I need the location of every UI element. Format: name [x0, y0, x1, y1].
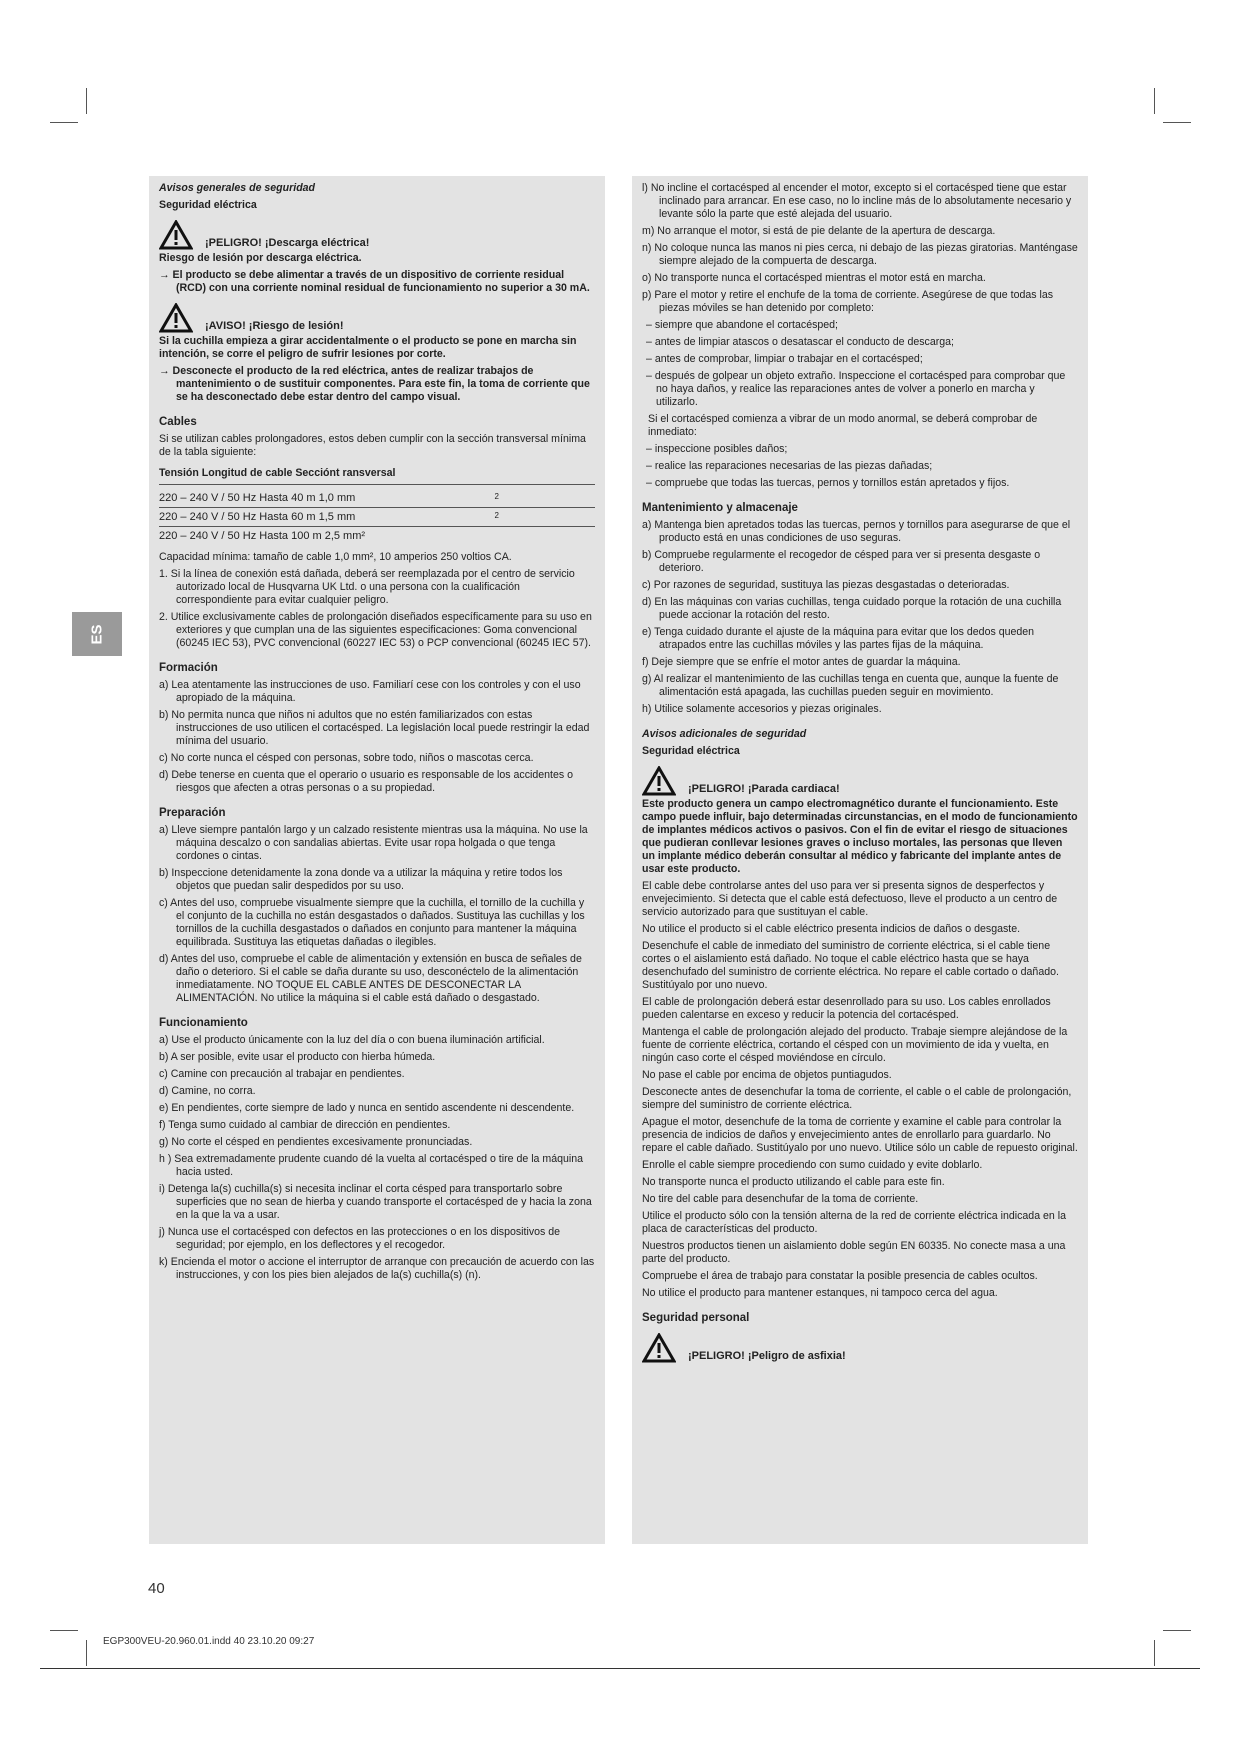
list-item: a) Use el producto únicamente con la luz del día o con buena iluminación artificial.	[159, 1034, 545, 1046]
warning-asphyxia	[642, 1333, 1078, 1363]
warning-triangle-icon	[159, 220, 193, 250]
print-footer: EGP300VEU-20.960.01.indd 40 23.10.20 09:27	[103, 1636, 315, 1647]
paragraph: El cable de prolongación deberá estar desenrollado para su uso. Los cables enrollados pueden calentarse en exceso y reducir la potencia del cortacésped.	[642, 996, 1051, 1021]
crop-mark	[1154, 1640, 1155, 1666]
language-tab-label: ES	[88, 623, 106, 645]
heading-cables: Cables	[159, 416, 197, 428]
funcionamiento-list	[159, 1034, 595, 1282]
heading-funcionamiento: Funcionamiento	[159, 1017, 248, 1029]
heading-seguridad-electrica: Seguridad eléctrica	[642, 745, 740, 757]
paragraph: Si la cuchilla empieza a girar accidentalmente o el producto se pone en marcha sin intención, se corre el peligro de sufrir lesiones por corte.	[159, 335, 577, 360]
heading-preparacion: Preparación	[159, 807, 226, 819]
list-item: c) Camine con precaución al trabajar en pendientes.	[159, 1068, 405, 1080]
cable-list	[159, 568, 595, 650]
list-item: b) No permita nunca que niños ni adultos que no estén familiarizados con estas instrucciones de uso utilicen el cortacésped. La legislación local puede restringir la edad mínima del usuario.	[159, 709, 590, 747]
heading-seguridad-electrica: Seguridad eléctrica	[159, 199, 257, 211]
list-item: i) Detenga la(s) cuchilla(s) si necesita inclinar el corta césped para transportarlo sobre superficies que no sean de hierba y cuando transporte el cortacésped de y hacia la zona en la que la va a usar.	[159, 1183, 592, 1221]
list-item: k) Encienda el motor o accione el interruptor de arranque con precaución de acuerdo con las instrucciones, y con los pies bien alejados de la(s) cuchilla(s) (n).	[159, 1256, 595, 1281]
crop-mark	[86, 1640, 87, 1666]
paragraph: No utilice el producto para mantener estanques, ni tampoco cerca del agua.	[642, 1287, 998, 1299]
page-number: 40	[148, 1580, 165, 1597]
list-item: – compruebe que todas las tuercas, pernos y tornillos están apretados y fijos.	[646, 477, 1010, 489]
list-item: c) Por razones de seguridad, sustituya las piezas desgastadas o deterioradas.	[642, 579, 1010, 591]
table-row	[159, 508, 595, 527]
crop-mark	[1163, 122, 1191, 123]
table-header: Tensión Longitud de cable Secciónt ransversal	[159, 467, 595, 485]
list-item: b) A ser posible, evite usar el producto con hierba húmeda.	[159, 1051, 436, 1063]
table-cell: 220 – 240 V / 50 Hz Hasta 40 m 1,0 mm	[159, 492, 356, 504]
paragraph: Riesgo de lesión por descarga eléctrica.	[159, 252, 362, 264]
table-cell: 220 – 240 V / 50 Hz Hasta 60 m 1,5 mm	[159, 511, 356, 523]
electrical-paragraphs	[642, 880, 1078, 1300]
paragraph: → El producto se debe alimentar a través de un dispositivo de corriente residual (RCD) con una corriente nominal residual de funcionamiento no superior a 30 mA.	[159, 269, 590, 294]
list-item: – realice las reparaciones necesarias de las piezas dañadas;	[646, 460, 933, 472]
table-cell-superscript: 2	[494, 511, 499, 520]
warning-triangle-icon	[159, 303, 193, 333]
preparacion-list	[159, 824, 595, 1005]
right-column	[632, 176, 1088, 1544]
heading-formacion: Formación	[159, 662, 218, 674]
crop-mark	[50, 122, 78, 123]
warning-triangle-icon	[642, 1333, 676, 1363]
warning-injury	[159, 303, 595, 333]
crop-mark	[1163, 1630, 1191, 1631]
heading-seguridad-personal: Seguridad personal	[642, 1312, 750, 1324]
formacion-list	[159, 679, 595, 795]
paragraph: No transporte nunca el producto utilizando el cable para este fin.	[642, 1176, 945, 1188]
divider	[40, 1668, 1200, 1669]
crop-mark	[1154, 88, 1155, 114]
dash-list	[642, 319, 1078, 409]
list-item: c) Antes del uso, compruebe visualmente siempre que la cuchilla, el tornillo de la cuchilla y el conjunto de la cuchilla no están desgastados o dañados. Sustituya las cuchillas y los tornillos de la cuchilla desgastados o dañados en conjunto para mantener la máquina equilibrada. Sustituya las etiquetas dañadas o ilegibles.	[159, 897, 585, 948]
paragraph: Apague el motor, desenchufe de la toma de corriente y examine el cable para controlar la presencia de indicios de daños y envejecimiento antes de enrollarlo para guardarlo. No repare el cable dañado. Sustitúyalo por uno nuevo. Utilice sólo un cable de repuesto original.	[642, 1116, 1078, 1154]
list-item: a) Lleve siempre pantalón largo y un calzado resistente mientras usa la máquina. No use la máquina descalzo o con sandalias abiertas. Evite usar ropa holgada o que tenga cordones o cintas.	[159, 824, 588, 862]
table-row	[159, 489, 595, 508]
paragraph: Nuestros productos tienen un aislamiento doble según EN 60335. No conecte masa a una parte del producto.	[642, 1240, 1066, 1265]
paragraph: Este producto genera un campo electromagnético durante el funcionamiento. Este campo puede influir, bajo determinadas circunstancias, en el modo de funcionamiento de implantes médicos activos o pasivos. Con el fin de evitar el riesgo de situaciones que pudieran conllevar lesiones graves o incluso mortales, las personas que lleven un implante médico deberán consultar al médico y fabricante del implante antes de usar este producto.	[642, 798, 1078, 875]
list-item: f) Tenga sumo cuidado al cambiar de dirección en pendientes.	[159, 1119, 451, 1131]
warning-danger-shock	[159, 220, 595, 250]
list-item: – antes de limpiar atascos o desatascar el conducto de descarga;	[646, 336, 954, 348]
paragraph: Desenchufe el cable de inmediato del suministro de corriente eléctrica, si el cable tiene cortes o el aislamiento está dañado. No toque el cable eléctrico hasta que se haya desenchufado del suministro de corriente eléctrica. No repare el cable cortado o dañado. Sustitúyalo por uno nuevo.	[642, 940, 1059, 991]
list-item: e) En pendientes, corte siempre de lado y nunca en sentido ascendente ni descendente.	[159, 1102, 575, 1114]
list-item: e) Tenga cuidado durante el ajuste de la máquina para evitar que los dedos queden atrapados entre las cuchillas móviles y las partes fijas de la máquina.	[642, 626, 1035, 651]
list-item: b) Inspeccione detenidamente la zona donde va a utilizar la máquina y retire todos los objetos que puedan salir despedidos por su uso.	[159, 867, 563, 892]
list-item: d) Camine, no corra.	[159, 1085, 256, 1097]
list-item: a) Mantenga bien apretados todas las tuercas, pernos y tornillos para asegurarse de que el producto está en unas condiciones de uso seguras.	[642, 519, 1071, 544]
paragraph: El cable debe controlarse antes del uso para ver si presenta signos de desperfectos y envejecimiento. Si detecta que el cable está defectuoso, lleve el producto a un centro de servicio autorizado para que sustituyan el cable.	[642, 880, 1058, 918]
warning-title: ¡PELIGRO! ¡Parada cardiaca!	[688, 783, 840, 795]
list-item: p) Pare el motor y retire el enchufe de la toma de corriente. Asegúrese de que todas las piezas móviles se han detenido por completo:	[642, 289, 1054, 314]
list-item: n) No coloque nunca las manos ni pies cerca, ni debajo de las piezas giratorias. Manténgase siempre alejado de la compuerta de descarga.	[642, 242, 1078, 267]
warning-title: ¡PELIGRO! ¡Descarga eléctrica!	[205, 237, 370, 249]
cable-table	[159, 489, 595, 545]
paragraph: Si se utilizan cables prolongadores, estos deben cumplir con la sección transversal mínima de la tabla siguiente:	[159, 433, 586, 458]
heading-avisos-adicionales: Avisos adicionales de seguridad	[642, 728, 807, 740]
heading-mantenimiento: Mantenimiento y almacenaje	[642, 502, 798, 514]
list-item: f) Deje siempre que se enfríe el motor antes de guardar la máquina.	[642, 656, 961, 668]
language-tab	[72, 612, 122, 656]
list-item: d) Antes del uso, compruebe el cable de alimentación y extensión en busca de señales de daño o deterioro. Si el cable se daña durante su uso, desconéctelo de la alimentación inmediatamente. NO TOQUE EL CABLE ANTES DE DESCONECTAR LA ALIMENTACIÓN. No utilice la máquina si el cable está dañado o desgastado.	[159, 953, 582, 1004]
table-row	[159, 527, 595, 545]
list-item: j) Nunca use el cortacésped con defectos en las protecciones o en los dispositivos de seguridad; por ejemplo, en los deflectores y el recogedor.	[159, 1226, 561, 1251]
heading-avisos: Avisos generales de seguridad	[159, 182, 316, 194]
list-item: d) Debe tenerse en cuenta que el operario o usuario es responsable de los accidentes o riesgos que afecten a otras personas o a su propiedad.	[159, 769, 574, 794]
table-cell: 220 – 240 V / 50 Hz Hasta 100 m 2,5 mm²	[159, 530, 366, 542]
list-item: – después de golpear un objeto extraño. Inspeccione el cortacésped para comprobar que no haya daños, y realice las reparaciones antes de volver a ponerlo en marcha y utilizarlo.	[646, 370, 1066, 408]
paragraph: Compruebe el área de trabajo para constatar la posible presencia de cables ocultos.	[642, 1270, 1038, 1282]
paragraph: No pase el cable por encima de objetos puntiagudos.	[642, 1069, 892, 1081]
list-item: – antes de comprobar, limpiar o trabajar en el cortacésped;	[646, 353, 923, 365]
warning-title: ¡AVISO! ¡Riesgo de lesión!	[205, 320, 344, 332]
paragraph: Capacidad mínima: tamaño de cable 1,0 mm², 10 amperios 250 voltios CA.	[159, 551, 512, 563]
crop-mark	[86, 88, 87, 114]
warning-title: ¡PELIGRO! ¡Peligro de asfixia!	[688, 1350, 846, 1362]
paragraph: Enrolle el cable siempre procediendo con sumo cuidado y evite doblarlo.	[642, 1159, 983, 1171]
list-item: g) No corte el césped en pendientes excesivamente pronunciadas.	[159, 1136, 473, 1148]
paragraph: → Desconecte el producto de la red eléctrica, antes de realizar trabajos de mantenimiento o de sustituir componentes. Para este fin, la toma de corriente que se ha desconectado debe estar dentro del campo visual.	[159, 365, 590, 403]
list-item: g) Al realizar el mantenimiento de las cuchillas tenga en cuenta que, aunque la fuente de alimentación está apagada, las cuchillas pueden seguir en movimiento.	[642, 673, 1059, 698]
list-item: – siempre que abandone el cortacésped;	[646, 319, 838, 331]
list-item: 2. Utilice exclusivamente cables de prolongación diseñados específicamente para su uso en exteriores y que cumplan una de las siguientes especificaciones: Goma convencional (60245 IEC 53), PVC convencional (60227 IEC 53) o PCP convencional (60245 IEC 57).	[159, 611, 592, 649]
paragraph: Utilice el producto sólo con la tensión alterna de la red de corriente eléctrica indicada en la placa de características del producto.	[642, 1210, 1066, 1235]
dash-list	[642, 443, 1078, 490]
paragraph: No utilice el producto si el cable eléctrico presenta indicios de daños o desgaste.	[642, 923, 1021, 935]
crop-mark	[50, 1630, 78, 1631]
list-item: m) No arranque el motor, si está de pie delante de la apertura de descarga.	[642, 225, 996, 237]
mantenimiento-list	[642, 519, 1078, 716]
list-item: 1. Si la línea de conexión está dañada, deberá ser reemplazada por el centro de servicio autorizado local de Husqvarna UK Ltd. o una persona con la cualificación correspondiente para evitar cualquier peligro.	[159, 568, 575, 606]
warning-triangle-icon	[642, 766, 676, 796]
list-item: h ) Sea extremadamente prudente cuando dé la vuelta al cortacésped o tire de la máquina hacia usted.	[159, 1153, 584, 1178]
paragraph: Mantenga el cable de prolongación alejado del producto. Trabaje siempre alejándose de la fuente de corriente eléctrica, cortando el césped con un movimiento de ida y vuelta, en ningún caso corte el césped moviéndose en círculo.	[642, 1026, 1068, 1064]
list-item: h) Utilice solamente accesorios y piezas originales.	[642, 703, 882, 715]
list-item: d) En las máquinas con varias cuchillas, tenga cuidado porque la rotación de una cuchilla puede accionar la rotación del resto.	[642, 596, 1062, 621]
list-item: o) No transporte nunca el cortacésped mientras el motor está en marcha.	[642, 272, 986, 284]
list-item: – inspeccione posibles daños;	[646, 443, 788, 455]
list-item: b) Compruebe regularmente el recogedor de césped para ver si presenta desgaste o deterioro.	[642, 549, 1041, 574]
paragraph: Si el cortacésped comienza a vibrar de un modo anormal, se deberá comprobar de inmediato:	[648, 413, 1038, 438]
list-item: a) Lea atentamente las instrucciones de uso. Familiarí cese con los controles y con el uso apropiado de la máquina.	[159, 679, 581, 704]
list-item: l) No incline el cortacésped al encender el motor, excepto si el cortacésped tiene que estar inclinado para arrancar. En ese caso, no lo incline más de lo absolutamente necesario y levante sólo la parte que esté alejada del usuario.	[642, 182, 1072, 220]
paragraph: No tire del cable para desenchufar de la toma de corriente.	[642, 1193, 919, 1205]
warning-cardiac	[642, 766, 1078, 796]
funcionamiento-list-cont	[642, 182, 1078, 315]
left-column	[149, 176, 605, 1544]
list-item: c) No corte nunca el césped con personas, sobre todo, niños o mascotas cerca.	[159, 752, 534, 764]
paragraph: Desconecte antes de desenchufar la toma de corriente, el cable o el cable de prolongación, siempre del suministro de corriente eléctrica.	[642, 1086, 1072, 1111]
table-cell-superscript: 2	[494, 492, 499, 501]
